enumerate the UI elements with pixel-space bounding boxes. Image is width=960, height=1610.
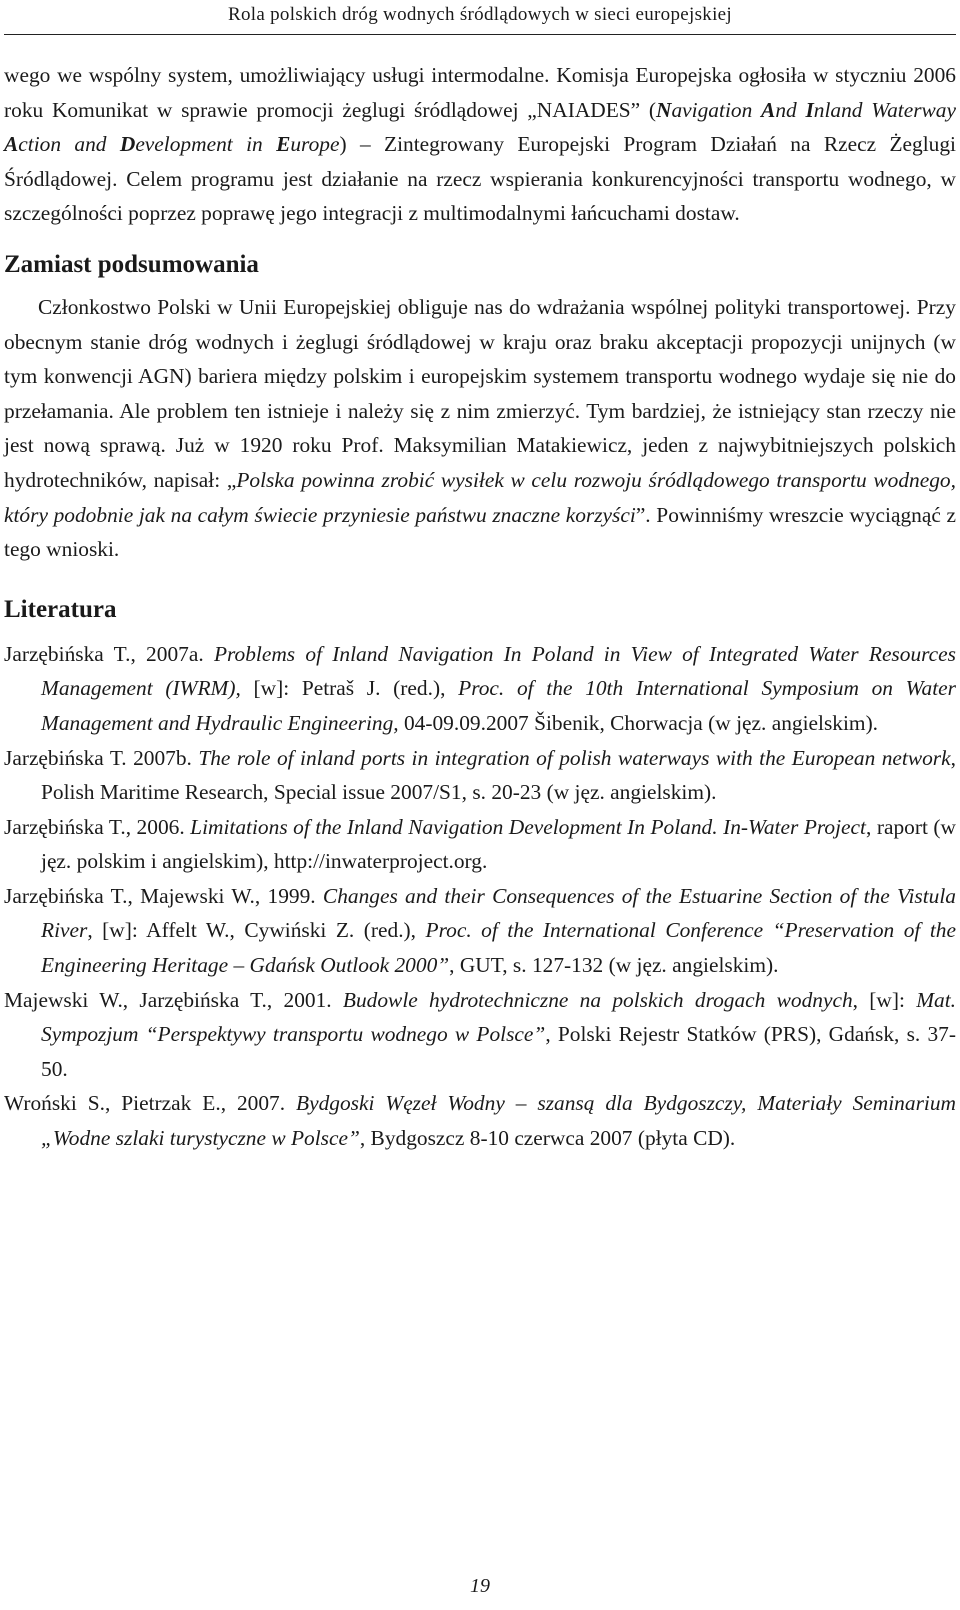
section-heading-summary: Zamiast podsumowania — [4, 250, 259, 278]
intro-text-1: wego we wspólny system, umożliwiający usługi intermodalne. Komisja Europejska ogłosiła w styczniu 2006 roku Komunikat w sprawie promocji żeglugi śródlądowej „NAIADES” ( — [4, 63, 956, 122]
reference-item: Majewski W., Jarzębińska T., 2001. Budowle hydrotechniczne na polskich drogach wodnych, [w]: Mat. Sympozjum “Perspektywy transportu wodnego w Polsce”, Polski Rejestr Statków (PRS), Gdańsk, s. 37-50. — [4, 987, 957, 1081]
summary-text-1: Członkostwo Polski w Unii Europejskiej obliguje nas do wdrażania wspólnej polityki transportowej. Przy obecnym stanie dróg wodnych i żeglugi śródlądowej w kraju oraz braku akceptacji propozycji unijnych (w tym konwencji AGN) bariera między polskim i europejskim systemem transportu wodnego wydaje się nie do przełamania. Ale problem ten istnieje i należy się z nim zmierzyć. Tym bardziej, że istniejący stan rzeczy nie jest nową sprawą. Już w 1920 roku Prof. Maksymilian Matakiewicz, jeden z najwybitniejszych polskich hydrotechników, napisał: „ — [4, 294, 956, 492]
page-number: 19 — [470, 1575, 490, 1597]
reference-item: Jarzębińska T., 2006. Limitations of the Inland Navigation Development In Poland. In-Water Project, raport (w jęz. polskim i angielskim), http://inwaterproject.org. — [4, 814, 956, 874]
reference-item: Jarzębińska T., Majewski W., 1999. Changes and their Consequences of the Estuarine Section of the Vistula River, [w]: Affelt W., Cywiński Z. (red.), Proc. of the International Conference “Preservation of the Engineering Heritage – Gdańsk Outlook 2000”, GUT, s. 127-132 (w jęz. angielskim). — [4, 883, 957, 978]
section-heading-literature: Literatura — [4, 595, 117, 623]
reference-list — [4, 637, 956, 1156]
running-title: Rola polskich dróg wodnych śródlądowych w sieci europejskiej — [228, 4, 732, 25]
reference-item: Wroński S., Pietrzak E., 2007. Bydgoski Węzeł Wodny – szansą dla Bydgoszczy, Materiały Seminarium „Wodne szlaki turystyczne w Polsce”, Bydgoszcz 8-10 czerwca 2007 (płyta CD). — [4, 1091, 956, 1151]
summary-paragraph — [4, 290, 956, 567]
intro-text-2: ) – Zintegrowany Europejski Program Działań na Rzecz Żeglugi Śródlądowej. Celem programu jest działanie na rzecz wspierania konkurencyjności transportu wodnego, w szczególności poprzez poprawę jego integracji z multimodalnymi łańcuchami dostaw. — [4, 132, 956, 226]
reference-item: Jarzębińska T., 2007a. Problems of Inland Navigation In Poland in View of Integrated Water Resources Management (IWRM), [w]: Petraš J. (red.), Proc. of the 10th International Symposium on Water Management and Hydraulic Engineering, 04-09.09.2007 Šibenik, Chorwacja (w jęz. angielskim). — [4, 641, 956, 735]
summary-text-2: ”. Powinniśmy wreszcie wyciągnąć z tego wnioski. — [4, 502, 956, 562]
intro-paragraph — [4, 58, 956, 231]
page-content — [4, 58, 956, 1156]
naiades-expansion: Navigation And Inland Waterway Action and Development in Europe — [4, 97, 956, 157]
reference-item: Jarzębińska T. 2007b. The role of inland ports in integration of polish waterways with the European network, Polish Maritime Research, Special issue 2007/S1, s. 20-23 (w jęz. angielskim). — [4, 745, 956, 805]
running-header — [4, 0, 956, 35]
matakiewicz-quote: Polska powinna zrobić wysiłek w celu rozwoju śródlądowego transportu wodnego, który podobnie jak na całym świecie przyniesie państwu znaczne korzyści — [4, 467, 956, 527]
